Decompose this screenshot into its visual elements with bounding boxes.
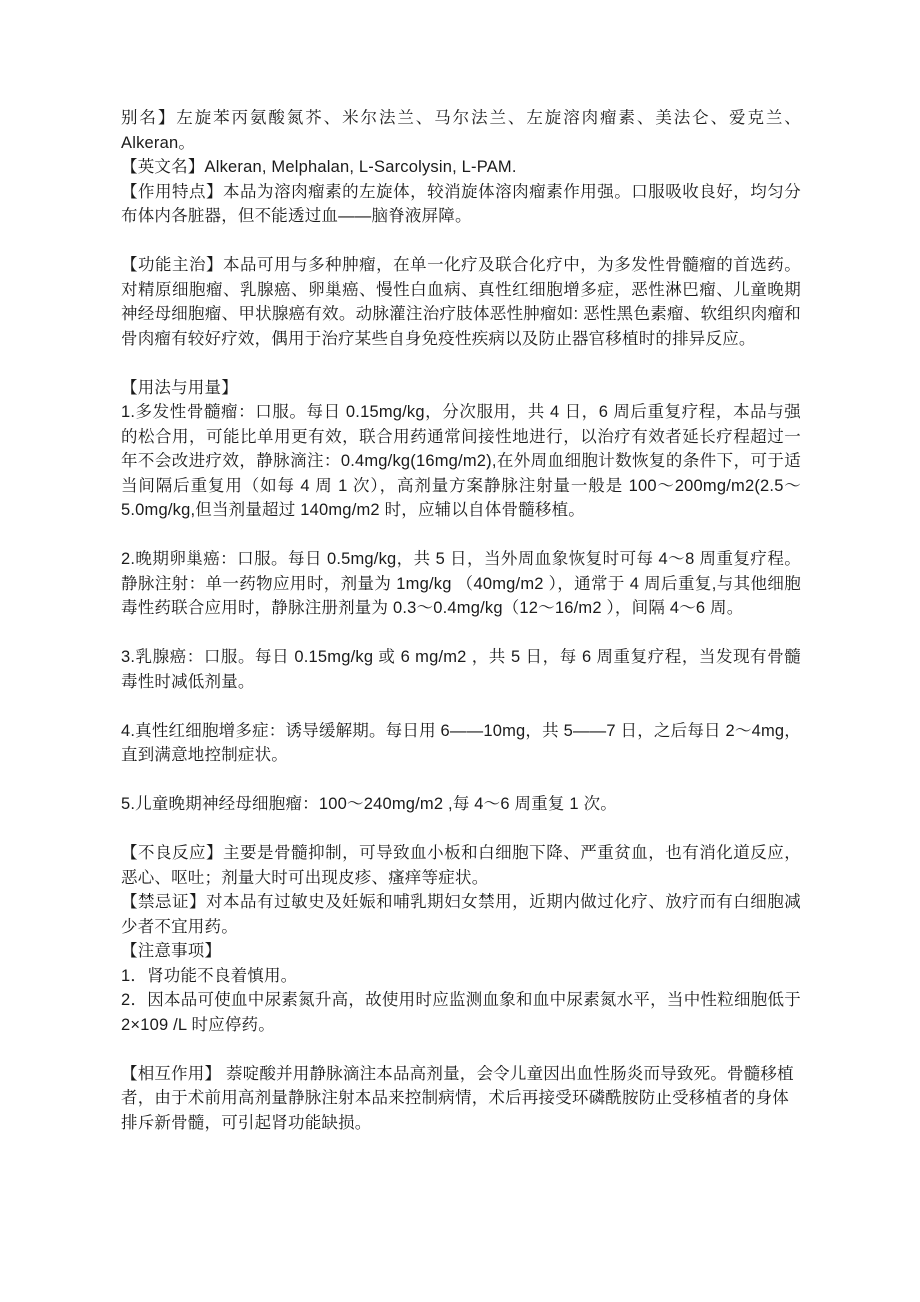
blank-line [121, 229, 801, 254]
para-precaution-2: 2．因本品可使血中尿素氮升高，故使用时应监测血象和血中尿素氮水平，当中性粒细胞低于 2×109 /L 时应停药。 [121, 991, 801, 1034]
blank-line [121, 817, 801, 842]
blank-line [121, 694, 801, 719]
para-contraindications: 【禁忌证】对本品有过敏史及妊娠和哺乳期妇女禁用，近期内做过化疗、放疗而有白细胞减少者不宜用药。 [121, 893, 801, 936]
document-body [121, 106, 801, 1135]
para-adverse-reactions: 【不良反应】主要是骨髓抑制，可导致血小板和白细胞下降、严重贫血，也有消化道反应，恶心、呕吐；剂量大时可出现皮疹、瘙痒等症状。 [121, 844, 801, 887]
para-alias: 别名】左旋苯丙氨酸氮芥、米尔法兰、马尔法兰、左旋溶肉瘤素、美法仑、爱克兰、Alkeran。 [121, 109, 801, 152]
para-dosage-multiple-myeloma: 1.多发性骨髓瘤：口服。每日 0.15mg/kg，分次服用，共 4 日，6 周后重复疗程，本品与强的松合用，可能比单用更有效，联合用药通常间接性地进行，以治疗有效者延长疗程超过一年不会改进疗效，静脉滴注：0.4mg/kg(16mg/m2),在外周血细胞计数恢复的条件下，可于适当间隔后重复用（如每 4 周 1 次），高剂量方案静脉注射量一般是 100～200mg/m2(2.5～5.0mg/kg,但当剂量超过 140mg/m2 时，应辅以自体骨髓移植。 [121, 403, 801, 519]
heading-precautions: 【注意事项】 [121, 942, 222, 960]
para-indications: 【功能主治】本品可用与多种肿瘤，在单一化疗及联合化疗中，为多发性骨髓瘤的首选药。对精原细胞瘤、乳腺癌、卵巢癌、慢性白血病、真性红细胞增多症，恶性淋巴瘤、儿童晚期神经母细胞瘤、甲状腺癌有效。动脉灌注治疗肢体恶性肿瘤如: 恶性黑色素瘤、软组织肉瘤和骨肉瘤有较好疗效，偶用于治疗某些自身免疫性疾病以及防止器官移植时的排异反应。 [121, 256, 801, 348]
blank-line [121, 768, 801, 793]
blank-line [121, 351, 801, 376]
para-drug-interactions: 【相互作用】 萘啶酸并用静脉滴注本品高剂量，会令儿童因出血性肠炎而导致死。骨髓移植者，由于术前用高剂量静脉注射本品来控制病情，术后再接受环磷酰胺防止受移植者的身体排斥新骨髓，可引起肾功能缺损。 [121, 1064, 794, 1132]
para-dosage-ovarian-cancer: 2.晚期卵巢癌：口服。每日 0.5mg/kg，共 5 日，当外周血象恢复时可每 4～8 周重复疗程。静脉注射：单一药物应用时，剂量为 1mg/kg （40mg/m2 ），通常于 4 周后重复,与其他细胞毒性药联合应用时，静脉注册剂量为 0.3～0.4mg/kg（12～16/m2 ），间隔 4～6 周。 [121, 550, 801, 617]
blank-line [121, 1037, 801, 1062]
heading-usage-dosage: 【用法与用量】 [121, 378, 238, 397]
para-dosage-polycythemia: 4.真性红细胞增多症：诱导缓解期。每日用 6——10mg，共 5——7 日，之后每日 2～4mg，直到满意地控制症状。 [121, 721, 801, 764]
para-precaution-1: 1．肾功能不良着慎用。 [121, 966, 298, 985]
para-dosage-breast-cancer: 3.乳腺癌：口服。每日 0.15mg/kg 或 6 mg/m2 ，共 5 日，每 6 周重复疗程，当发现有骨髓毒性时减低剂量。 [121, 648, 801, 691]
para-dosage-neuroblastoma: 5.儿童晚期神经母细胞瘤：100～240mg/m2 ,每 4～6 周重复 1 次。 [121, 795, 617, 813]
para-action-features: 【作用特点】本品为溶肉瘤素的左旋体，较消旋体溶肉瘤素作用强。口服吸收良好，均匀分布体内各脏器，但不能透过血——脑脊液屏障。 [121, 182, 801, 225]
blank-line [121, 523, 801, 548]
blank-line [121, 621, 801, 646]
para-english-name: 【英文名】Alkeran, Melphalan, L-Sarcolysin, L-PAM. [121, 158, 517, 176]
